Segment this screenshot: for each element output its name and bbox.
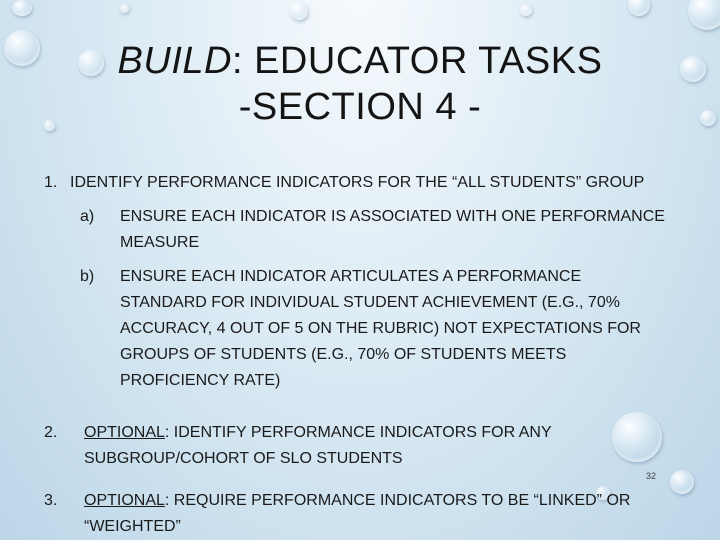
subitem-a-line: MEASURE <box>120 234 200 251</box>
item-1-text: IDENTIFY PERFORMANCE INDICATORS FOR THE “ALL STUDENTS” GROUP <box>70 174 645 191</box>
slide-number: 32 <box>646 471 657 481</box>
subitem-b-line: STANDARD FOR INDIVIDUAL STUDENT ACHIEVEMENT (E.G., 70% <box>120 294 620 311</box>
subitem-a-text <box>120 204 665 256</box>
title-line2: -SECTION 4 - <box>238 86 482 128</box>
subitem-a-marker: a) <box>80 208 95 225</box>
item-2-emphasis: OPTIONAL <box>84 424 165 441</box>
item-3-emphasis: OPTIONAL <box>84 492 165 509</box>
title-italic: BUILD <box>117 40 232 82</box>
subitem-b-line: GROUPS OF STUDENTS (E.G., 70% OF STUDENTS MEETS <box>120 346 567 363</box>
item-2-line: : IDENTIFY PERFORMANCE INDICATORS FOR ANY <box>164 424 552 441</box>
item-3-line: : REQUIRE PERFORMANCE INDICATORS TO BE “LINKED” OR <box>164 492 631 509</box>
subitem-b-line: PROFICIENCY RATE) <box>120 372 281 389</box>
item-3-line: “WEIGHTED” <box>84 518 181 535</box>
title-rest: : EDUCATOR TASKS <box>231 40 603 82</box>
item-1-marker: 1. <box>44 174 58 191</box>
item-2-marker: 2. <box>44 424 58 441</box>
item-2-line: SUBGROUP/COHORT OF SLO STUDENTS <box>84 450 403 467</box>
subitem-b-line: ACCURACY, 4 OUT OF 5 ON THE RUBRIC) NOT EXPECTATIONS FOR <box>120 320 641 337</box>
subitem-a-line: ENSURE EACH INDICATOR IS ASSOCIATED WITH ONE PERFORMANCE <box>120 208 665 225</box>
subitem-b-text <box>120 264 641 394</box>
subitem-b-marker: b) <box>80 268 95 285</box>
subitem-b-line: ENSURE EACH INDICATOR ARTICULATES A PERFORMANCE <box>120 268 582 285</box>
item-3-marker: 3. <box>44 492 58 509</box>
item-2-text <box>84 420 552 472</box>
item-3-text <box>84 488 630 540</box>
